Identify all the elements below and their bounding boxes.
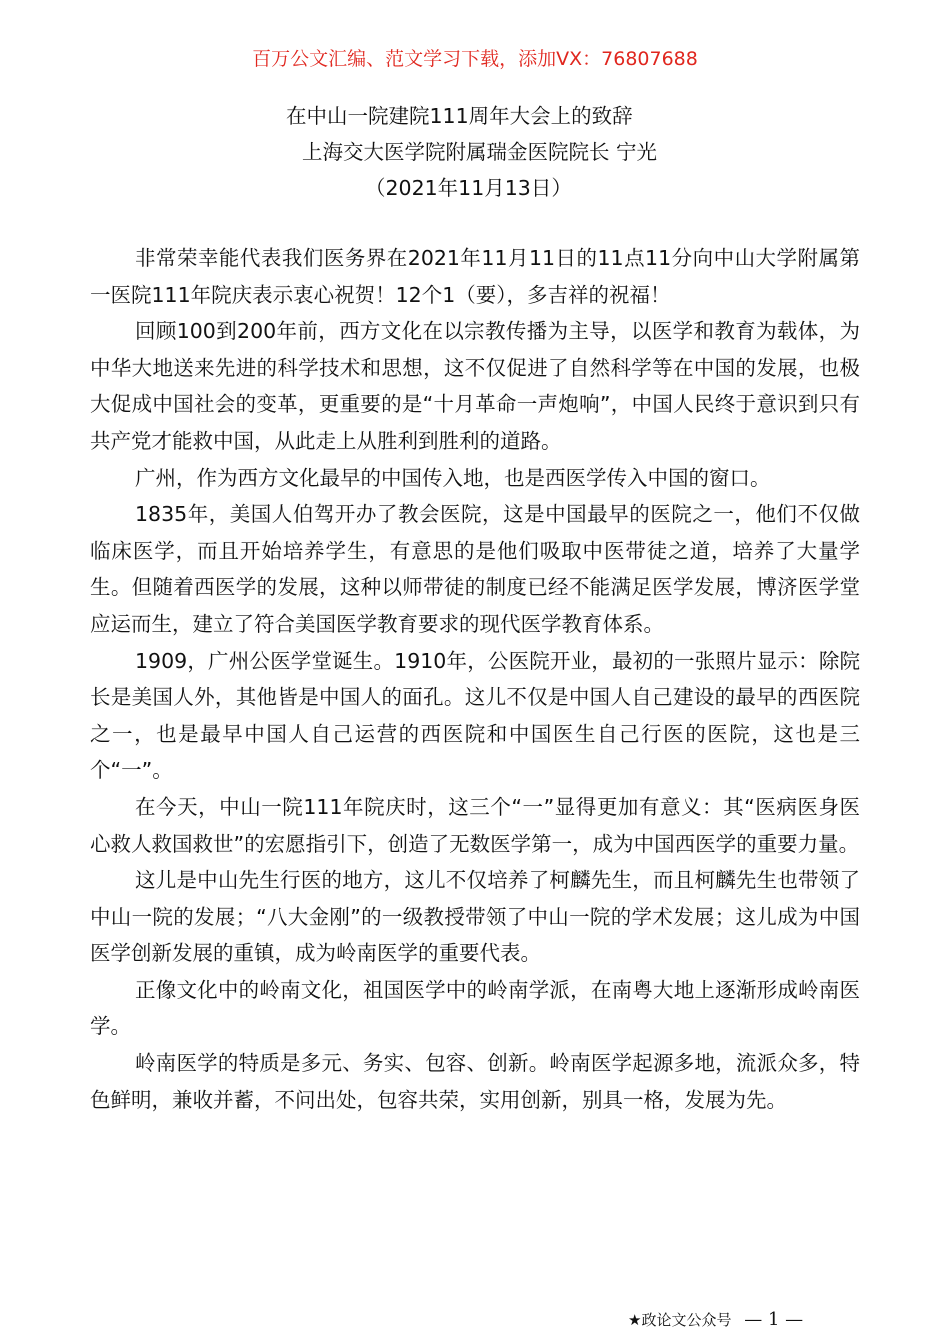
- paragraph: 1909，广州公医学堂诞生。1910年，公医院开业，最初的一张照片显示：除院长是美国人外，其他皆是中国人的面孔。这儿不仅是中国人自己建设的最早的西医院之一，也是最早中国人自己运营的西医院和中国医生自己行医的医院，这也是三个“一”。: [90, 648, 860, 783]
- paragraph: 岭南医学的特质是多元、务实、包容、创新。岭南医学起源多地，流派众多，特色鲜明，兼收并蓄，不问出处，包容共荣，实用创新，别具一格，发展为先。: [90, 1051, 860, 1112]
- speech-title: 在中山一院建院111周年大会上的致辞: [286, 104, 633, 128]
- paragraph: 回顾100到200年前，西方文化在以宗教传播为主导，以医学和教育为载体，为中华大地送来先进的科学技术和思想，这不仅促进了自然科学等在中国的发展，也极大促成中国社会的变革，更重要的是“十月革命一声炮响”，中国人民终于意识到只有共产党才能救中国，从此走上从胜利到胜利的道路。: [90, 319, 860, 453]
- watermark-banner: 百万公文汇编、范文学习下载，添加VX：76807688: [252, 48, 698, 70]
- paragraph: 非常荣幸能代表我们医务界在2021年11月11日的11点11分向中山大学附属第一医院111年院庆表示衷心祝贺！12个1（要），多吉祥的祝福！: [90, 246, 860, 307]
- page-number: — 1 —: [744, 1309, 804, 1330]
- speech-body: [90, 240, 860, 1118]
- paragraph: 1835年，美国人伯驾开办了教会医院，这是中国最早的医院之一，他们不仅做临床医学，而且开始培养学生，有意思的是他们吸取中医带徒之道，培养了大量学生。但随着西医学的发展，这种以师带徒的制度已经不能满足医学发展，博济医学堂应运而生，建立了符合美国医学教育要求的现代医学教育体系。: [90, 502, 860, 636]
- paragraph: 广州，作为西方文化最早的中国传入地，也是西医学传入中国的窗口。: [135, 465, 771, 490]
- page-footer: [628, 1308, 803, 1332]
- speech-author: 上海交大医学院附属瑞金医院院长 宁光: [302, 140, 658, 164]
- paragraph: 正像文化中的岭南文化，祖国医学中的岭南学派，在南粤大地上逐渐形成岭南医学。: [90, 977, 860, 1039]
- paragraph: 在今天，中山一院111年院庆时，这三个“一”显得更加有意义：其“医病医身医心救人救国救世”的宏愿指引下，创造了无数医学第一，成为中国西医学的重要力量。: [90, 794, 860, 856]
- paragraph: 这儿是中山先生行医的地方，这儿不仅培养了柯麟先生，而且柯麟先生也带领了中山一院的发展；“八大金刚”的一级教授带领了中山一院的学术发展；这儿成为中国医学创新发展的重镇，成为岭南医学的重要代表。: [90, 868, 860, 966]
- title-block: [0, 98, 950, 206]
- speech-date: （2021年11月13日）: [365, 176, 572, 200]
- footer-source: ★政论文公众号: [628, 1311, 732, 1329]
